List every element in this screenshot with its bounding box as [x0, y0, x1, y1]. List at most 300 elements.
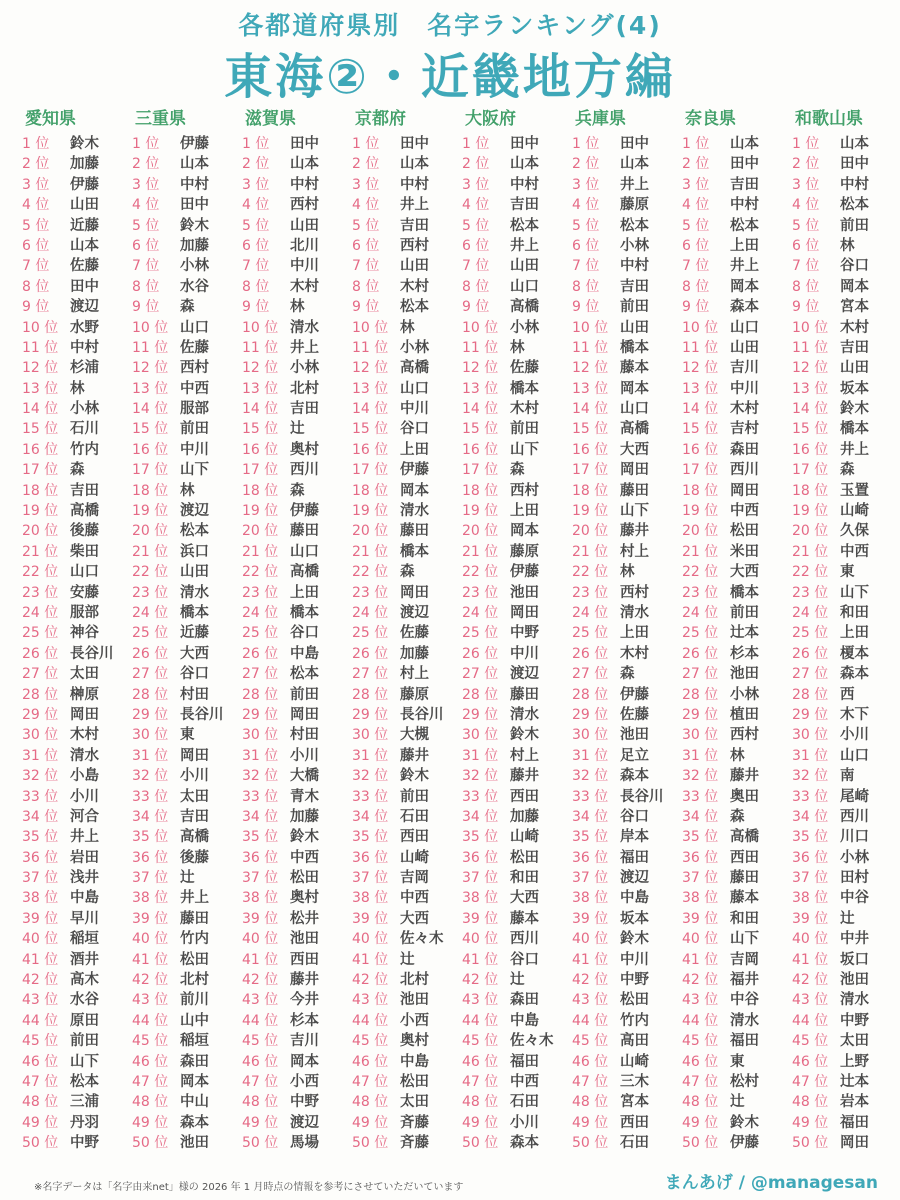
rank-label: 24 位 — [242, 604, 279, 621]
surname: 山本 — [840, 136, 869, 152]
surname: 西田 — [510, 788, 539, 805]
surname: 林 — [620, 564, 635, 581]
ranking-row — [682, 216, 794, 236]
surname: 岡本 — [620, 380, 649, 397]
surname: 松本 — [70, 1073, 99, 1090]
surname: 安藤 — [70, 584, 99, 601]
ranking-row — [352, 990, 464, 1010]
rank-label: 46 位 — [572, 1053, 609, 1070]
surname: 山本 — [400, 156, 429, 173]
rank-label: 22 位 — [462, 564, 499, 581]
ranking-row — [352, 929, 464, 949]
surname: 森 — [400, 564, 415, 581]
surname: 中村 — [840, 176, 869, 193]
ranking-row — [22, 542, 134, 562]
surname: 植田 — [730, 706, 759, 723]
surname: 渡辺 — [510, 666, 539, 683]
surname: 水野 — [70, 319, 99, 336]
surname: 林 — [400, 319, 415, 336]
rank-label: 2 位 — [682, 156, 710, 173]
rank-label: 49 位 — [132, 1114, 169, 1131]
surname: 原田 — [70, 1012, 99, 1029]
rank-label: 47 位 — [572, 1073, 609, 1090]
surname: 鈴木 — [70, 136, 99, 152]
ranking-row — [22, 338, 134, 358]
surname: 木村 — [840, 319, 869, 336]
surname: 吉村 — [730, 421, 759, 438]
rank-label: 4 位 — [682, 197, 710, 214]
surname: 山田 — [400, 258, 429, 275]
surname: 太田 — [70, 666, 99, 683]
prefecture-column — [22, 104, 134, 1154]
rank-label: 32 位 — [242, 768, 279, 785]
surname: 藤原 — [620, 197, 649, 214]
ranking-row — [572, 746, 684, 766]
ranking-row — [792, 888, 900, 908]
rank-label: 24 位 — [572, 604, 609, 621]
ranking-row — [792, 195, 900, 215]
ranking-row — [242, 256, 354, 276]
surname: 藤井 — [400, 747, 429, 764]
rank-label: 13 位 — [22, 380, 59, 397]
ranking-row — [572, 644, 684, 664]
rank-label: 15 位 — [572, 421, 609, 438]
ranking-row — [572, 725, 684, 745]
ranking-row — [682, 888, 794, 908]
rank-label: 9 位 — [462, 299, 490, 316]
surname: 佐藤 — [400, 625, 429, 642]
ranking-row — [242, 664, 354, 684]
surname: 木村 — [510, 401, 539, 418]
rank-label: 5 位 — [792, 217, 820, 234]
ranking-row — [682, 1031, 794, 1051]
rank-label: 18 位 — [352, 482, 389, 499]
surname: 竹内 — [180, 931, 209, 948]
surname: 加藤 — [70, 156, 99, 173]
surname: 西 — [840, 686, 855, 703]
ranking-row — [572, 990, 684, 1010]
ranking-row — [22, 379, 134, 399]
surname: 山田 — [620, 319, 649, 336]
surname: 丹羽 — [70, 1114, 99, 1131]
surname: 中川 — [180, 441, 209, 458]
surname: 大西 — [180, 645, 209, 662]
rank-label: 20 位 — [462, 523, 499, 540]
surname: 高橋 — [290, 564, 319, 581]
surname: 上田 — [840, 625, 869, 642]
surname: 辻本 — [730, 625, 759, 642]
rank-label: 2 位 — [132, 156, 160, 173]
ranking-row — [462, 1113, 574, 1133]
rank-label: 16 位 — [462, 441, 499, 458]
ranking-row — [132, 1113, 244, 1133]
ranking-row — [462, 521, 574, 541]
surname: 浜口 — [180, 543, 209, 560]
surname: 山本 — [730, 136, 759, 152]
surname: 清水 — [730, 1012, 759, 1029]
surname: 長谷川 — [620, 788, 664, 805]
ranking-row — [462, 1011, 574, 1031]
surname: 山本 — [70, 237, 99, 254]
surname: 小林 — [70, 401, 99, 418]
ranking-row — [792, 256, 900, 276]
rank-label: 14 位 — [352, 401, 389, 418]
surname: 林 — [180, 482, 195, 499]
surname: 田中 — [510, 136, 539, 152]
rank-label: 34 位 — [22, 808, 59, 825]
surname: 井上 — [840, 441, 869, 458]
ranking-row — [22, 521, 134, 541]
surname: 辻 — [180, 870, 195, 887]
rank-label: 45 位 — [22, 1033, 59, 1050]
surname: 木村 — [730, 401, 759, 418]
rank-label: 21 位 — [132, 543, 169, 560]
ranking-row — [792, 175, 900, 195]
rank-label: 46 位 — [352, 1053, 389, 1070]
rank-label: 12 位 — [352, 360, 389, 377]
surname: 清水 — [70, 747, 99, 764]
ranking-row — [22, 787, 134, 807]
rank-label: 13 位 — [572, 380, 609, 397]
rank-label: 9 位 — [132, 299, 160, 316]
surname: 村上 — [620, 543, 649, 560]
ranking-row — [572, 1031, 684, 1051]
surname: 石田 — [510, 1094, 539, 1111]
surname: 谷口 — [620, 808, 649, 825]
surname: 杉本 — [730, 645, 759, 662]
ranking-row — [352, 827, 464, 847]
rank-label: 12 位 — [132, 360, 169, 377]
surname: 和田 — [730, 910, 759, 927]
rank-label: 12 位 — [792, 360, 829, 377]
ranking-row — [132, 1072, 244, 1092]
rank-label: 40 位 — [132, 931, 169, 948]
ranking-row — [22, 562, 134, 582]
ranking-row — [572, 175, 684, 195]
surname: 清水 — [620, 604, 649, 621]
surname: 中西 — [180, 380, 209, 397]
ranking-row — [462, 868, 574, 888]
ranking-row — [462, 297, 574, 317]
surname: 山本 — [510, 156, 539, 173]
surname: 斉藤 — [400, 1135, 429, 1152]
ranking-row — [242, 583, 354, 603]
surname: 木村 — [620, 645, 649, 662]
rank-label: 14 位 — [132, 401, 169, 418]
ranking-row — [352, 685, 464, 705]
surname: 中西 — [400, 890, 429, 907]
ranking-row — [242, 277, 354, 297]
surname: 小林 — [290, 360, 319, 377]
rank-label: 44 位 — [132, 1012, 169, 1029]
rank-label: 28 位 — [132, 686, 169, 703]
ranking-row — [352, 134, 464, 154]
ranking-row — [22, 297, 134, 317]
surname: 稲垣 — [70, 931, 99, 948]
ranking-row — [462, 154, 574, 174]
rank-label: 19 位 — [682, 503, 719, 520]
ranking-row — [22, 888, 134, 908]
rank-label: 16 位 — [242, 441, 279, 458]
surname: 村田 — [180, 686, 209, 703]
rank-label: 14 位 — [462, 401, 499, 418]
surname: 小西 — [290, 1073, 319, 1090]
rank-label: 5 位 — [682, 217, 710, 234]
surname: 尾崎 — [840, 788, 869, 805]
ranking-row — [22, 807, 134, 827]
ranking-row — [792, 970, 900, 990]
surname: 岡本 — [730, 278, 759, 295]
rank-label: 12 位 — [462, 360, 499, 377]
surname: 井上 — [510, 237, 539, 254]
rank-label: 28 位 — [462, 686, 499, 703]
ranking-row — [22, 154, 134, 174]
ranking-row — [132, 481, 244, 501]
ranking-row — [572, 501, 684, 521]
rank-label: 25 位 — [352, 625, 389, 642]
surname: 佐藤 — [180, 339, 209, 356]
rank-label: 20 位 — [682, 523, 719, 540]
ranking-row — [462, 481, 574, 501]
ranking-row — [792, 705, 900, 725]
rank-label: 4 位 — [352, 197, 380, 214]
rank-label: 8 位 — [22, 278, 50, 295]
ranking-row — [682, 1133, 794, 1153]
ranking-row — [792, 358, 900, 378]
ranking-row — [682, 725, 794, 745]
surname: 渡辺 — [290, 1114, 319, 1131]
rank-label: 17 位 — [352, 462, 389, 479]
surname: 宮本 — [620, 1094, 649, 1111]
rank-label: 7 位 — [572, 258, 600, 275]
rank-label: 47 位 — [132, 1073, 169, 1090]
ranking-row — [132, 827, 244, 847]
surname: 福田 — [510, 1053, 539, 1070]
surname: 森 — [620, 666, 635, 683]
ranking-row — [462, 583, 574, 603]
ranking-row — [462, 766, 574, 786]
surname: 田村 — [840, 870, 869, 887]
ranking-row — [242, 154, 354, 174]
prefecture-column — [462, 104, 574, 1154]
ranking-row — [22, 909, 134, 929]
rank-label: 41 位 — [462, 951, 499, 968]
surname: 河合 — [70, 808, 99, 825]
ranking-row — [462, 970, 574, 990]
rank-label: 6 位 — [132, 237, 160, 254]
surname: 山口 — [400, 380, 429, 397]
rank-label: 9 位 — [792, 299, 820, 316]
ranking-row — [572, 848, 684, 868]
surname: 林 — [730, 747, 745, 764]
ranking-row — [242, 827, 354, 847]
rank-label: 18 位 — [682, 482, 719, 499]
surname: 木村 — [400, 278, 429, 295]
rank-label: 19 位 — [352, 503, 389, 520]
surname: 三浦 — [70, 1094, 99, 1111]
ranking-row — [22, 1092, 134, 1112]
rank-label: 24 位 — [462, 604, 499, 621]
rank-label: 40 位 — [572, 931, 609, 948]
surname: 田中 — [290, 136, 319, 152]
rank-label: 15 位 — [682, 421, 719, 438]
rank-label: 34 位 — [682, 808, 719, 825]
ranking-row — [462, 256, 574, 276]
rank-label: 17 位 — [572, 462, 609, 479]
ranking-row — [682, 746, 794, 766]
rank-label: 30 位 — [22, 727, 59, 744]
ranking-row — [352, 725, 464, 745]
ranking-row — [572, 705, 684, 725]
rank-label: 48 位 — [132, 1094, 169, 1111]
surname: 中村 — [510, 176, 539, 193]
ranking-row — [462, 746, 574, 766]
surname: 上田 — [620, 625, 649, 642]
surname: 高木 — [70, 972, 99, 989]
ranking-row — [132, 216, 244, 236]
rank-label: 47 位 — [352, 1073, 389, 1090]
surname: 松本 — [840, 197, 869, 214]
ranking-row — [792, 787, 900, 807]
ranking-row — [132, 970, 244, 990]
rank-label: 1 位 — [462, 136, 490, 152]
ranking-row — [462, 664, 574, 684]
rank-label: 34 位 — [572, 808, 609, 825]
surname: 森田 — [510, 992, 539, 1009]
ranking-row — [22, 318, 134, 338]
surname: 水谷 — [70, 992, 99, 1009]
ranking-row — [682, 481, 794, 501]
surname: 池田 — [730, 666, 759, 683]
ranking-row — [352, 501, 464, 521]
ranking-row — [462, 358, 574, 378]
ranking-row — [352, 460, 464, 480]
rank-label: 46 位 — [22, 1053, 59, 1070]
rank-label: 16 位 — [132, 441, 169, 458]
surname: 森 — [840, 462, 855, 479]
surname: 中山 — [180, 1094, 209, 1111]
surname: 小島 — [70, 768, 99, 785]
surname: 小林 — [180, 258, 209, 275]
rank-label: 2 位 — [462, 156, 490, 173]
rank-label: 17 位 — [132, 462, 169, 479]
surname: 森本 — [840, 666, 869, 683]
surname: 東 — [840, 564, 855, 581]
surname: 上田 — [510, 503, 539, 520]
surname: 西村 — [400, 237, 429, 254]
rank-label: 34 位 — [352, 808, 389, 825]
surname: 中村 — [730, 197, 759, 214]
surname: 加藤 — [400, 645, 429, 662]
surname: 橋本 — [510, 380, 539, 397]
rank-label: 21 位 — [462, 543, 499, 560]
ranking-row — [462, 1092, 574, 1112]
rank-label: 7 位 — [22, 258, 50, 275]
ranking-row — [462, 318, 574, 338]
rank-label: 32 位 — [462, 768, 499, 785]
rank-label: 16 位 — [682, 441, 719, 458]
surname: 中島 — [70, 890, 99, 907]
surname: 石田 — [620, 1135, 649, 1152]
rank-label: 43 位 — [132, 992, 169, 1009]
surname: 西田 — [620, 1114, 649, 1131]
rank-label: 25 位 — [572, 625, 609, 642]
ranking-row — [242, 521, 354, 541]
surname: 山口 — [70, 564, 99, 581]
surname: 山田 — [730, 339, 759, 356]
rank-label: 42 位 — [682, 972, 719, 989]
surname: 山口 — [180, 319, 209, 336]
rank-label: 28 位 — [22, 686, 59, 703]
rank-label: 50 位 — [462, 1135, 499, 1152]
ranking-row — [792, 725, 900, 745]
ranking-row — [352, 175, 464, 195]
rank-label: 8 位 — [352, 278, 380, 295]
rank-label: 23 位 — [22, 584, 59, 601]
surname: 前田 — [620, 299, 649, 316]
surname: 林 — [840, 237, 855, 254]
surname: 橋本 — [730, 584, 759, 601]
ranking-row — [242, 990, 354, 1010]
surname: 西川 — [840, 808, 869, 825]
rank-label: 35 位 — [352, 829, 389, 846]
rank-label: 30 位 — [572, 727, 609, 744]
ranking-row — [132, 848, 244, 868]
ranking-row — [22, 623, 134, 643]
ranking-row — [572, 419, 684, 439]
ranking-row — [132, 603, 244, 623]
ranking-row — [352, 521, 464, 541]
rank-label: 21 位 — [352, 543, 389, 560]
ranking-row — [352, 440, 464, 460]
surname: 後藤 — [70, 523, 99, 540]
surname: 松本 — [730, 217, 759, 234]
ranking-row — [22, 1133, 134, 1153]
rank-label: 10 位 — [462, 319, 499, 336]
ranking-row — [22, 195, 134, 215]
surname: 中村 — [620, 258, 649, 275]
ranking-row — [132, 909, 244, 929]
rank-label: 28 位 — [242, 686, 279, 703]
rank-label: 33 位 — [682, 788, 719, 805]
ranking-row — [22, 216, 134, 236]
rank-label: 15 位 — [242, 421, 279, 438]
rank-label: 19 位 — [242, 503, 279, 520]
ranking-row — [132, 623, 244, 643]
ranking-row — [242, 848, 354, 868]
ranking-row — [792, 685, 900, 705]
rank-label: 44 位 — [352, 1012, 389, 1029]
surname: 福田 — [620, 849, 649, 866]
rank-label: 42 位 — [792, 972, 829, 989]
ranking-row — [242, 1133, 354, 1153]
surname: 村上 — [400, 666, 429, 683]
surname: 高橋 — [620, 421, 649, 438]
surname: 中島 — [510, 1012, 539, 1029]
ranking-row — [682, 154, 794, 174]
surname: 松田 — [400, 1073, 429, 1090]
ranking-row — [462, 725, 574, 745]
surname: 神谷 — [70, 625, 99, 642]
ranking-row — [352, 583, 464, 603]
ranking-row — [572, 623, 684, 643]
ranking-row — [132, 318, 244, 338]
surname: 吉田 — [510, 197, 539, 214]
ranking-row — [352, 297, 464, 317]
rank-label: 38 位 — [352, 890, 389, 907]
rank-label: 44 位 — [572, 1012, 609, 1029]
rank-label: 36 位 — [792, 849, 829, 866]
